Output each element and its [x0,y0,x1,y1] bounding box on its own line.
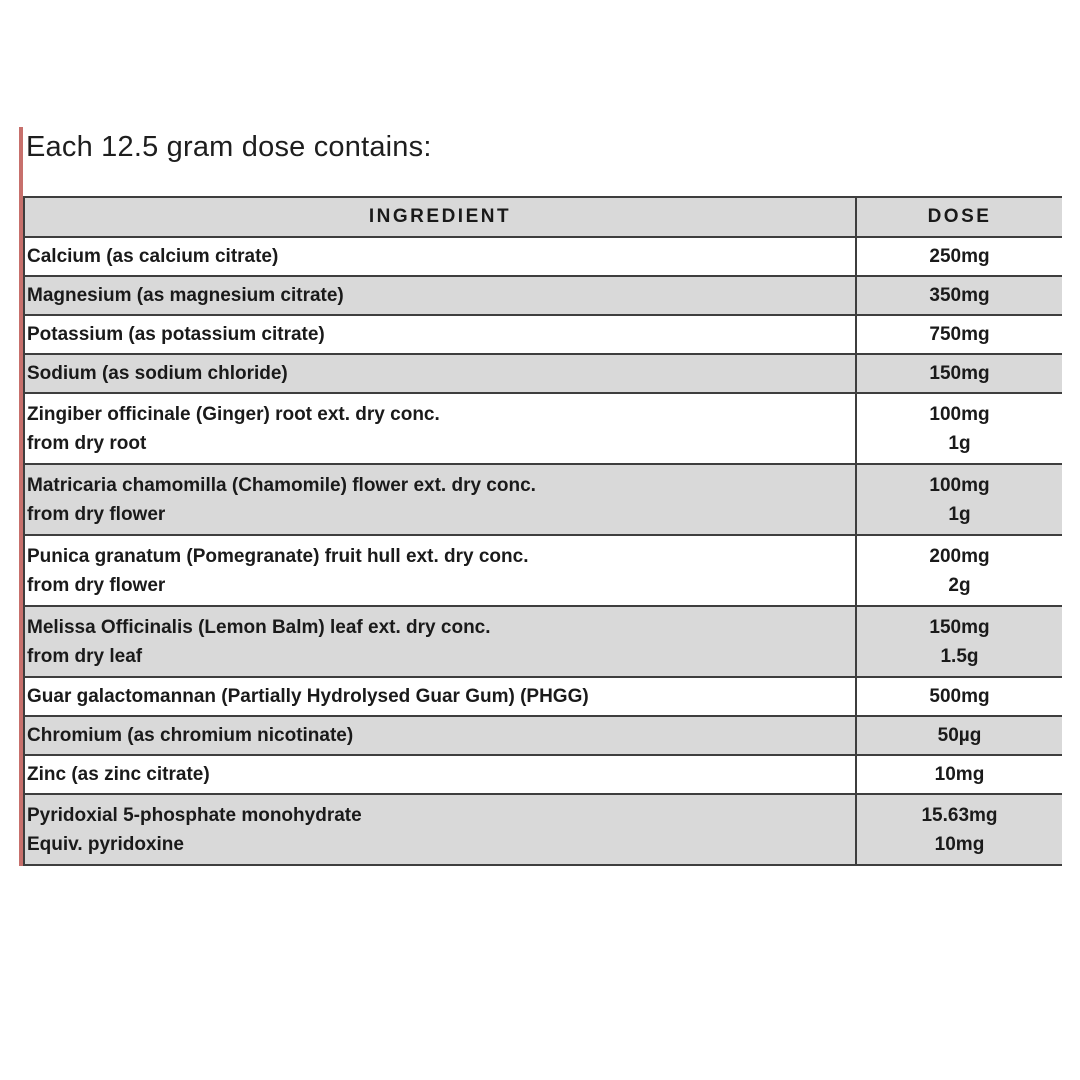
header-dose: DOSE [856,197,1062,237]
ingredient-line: Punica granatum (Pomegranate) fruit hull ext. dry conc. [27,545,529,567]
ingredient-line: Guar galactomannan (Partially Hydrolysed Guar Gum) (PHGG) [27,686,589,707]
dose-line: 100mg [929,474,990,496]
table-row-pomegranate [24,535,1062,606]
dose-cell [856,716,1062,755]
header-row [24,197,1062,237]
ingredient-cell [24,464,856,535]
ingredient-line: Pyridoxial 5-phosphate monohydrate [27,804,362,826]
dose-line: 10mg [934,833,985,855]
ingredient-line: from dry flower [27,503,166,525]
ingredient-cell [24,677,856,716]
table-row-sodium [24,354,1062,393]
table-row-lemon-balm [24,606,1062,677]
table-row-potassium [24,315,1062,354]
dose-cell [856,276,1062,315]
ingredient-line: Magnesium (as magnesium citrate) [27,285,344,306]
ingredient-line: from dry root [27,432,147,454]
table-row-chromium [24,716,1062,755]
dose-cell [856,535,1062,606]
ingredients-table-container [23,196,1062,866]
dose-line: 2g [948,574,971,596]
dose-line: 500mg [929,686,990,707]
dose-line: 150mg [929,363,990,384]
ingredient-cell [24,393,856,464]
dose-cell [856,237,1062,276]
page-title: Each 12.5 gram dose contains: [26,131,432,163]
ingredient-line: Matricaria chamomilla (Chamomile) flower ext. dry conc. [27,474,536,496]
table-row-ginger [24,393,1062,464]
table-row-magnesium [24,276,1062,315]
ingredient-cell [24,535,856,606]
ingredient-cell [24,315,856,354]
dose-cell [856,794,1062,865]
ingredients-table [23,196,1062,866]
dose-line: 150mg [929,616,990,638]
ingredient-cell [24,716,856,755]
ingredient-cell [24,794,856,865]
ingredient-line: Chromium (as chromium nicotinate) [27,725,354,746]
ingredient-line: from dry leaf [27,645,143,667]
dose-cell [856,755,1062,794]
table-header [24,197,1062,237]
ingredient-line: from dry flower [27,574,166,596]
ingredient-line: Potassium (as potassium citrate) [27,324,325,345]
ingredient-cell [24,276,856,315]
table-row-guar-gum [24,677,1062,716]
dose-line: 10mg [934,764,985,785]
dose-line: 100mg [929,403,990,425]
dose-line: 750mg [929,324,990,345]
table-row-chamomile [24,464,1062,535]
dose-line: 15.63mg [921,804,998,826]
dose-cell [856,393,1062,464]
header-ingredient: INGREDIENT [24,197,856,237]
dose-line: 1.5g [940,645,979,667]
dose-cell [856,606,1062,677]
ingredient-line: Zinc (as zinc citrate) [27,764,210,785]
dose-line: 200mg [929,545,990,567]
dose-line: 350mg [929,285,990,306]
ingredient-line: Equiv. pyridoxine [27,833,184,855]
dose-line: 1g [948,432,971,454]
dose-cell [856,464,1062,535]
ingredient-line: Calcium (as calcium citrate) [27,246,279,267]
ingredient-line: Zingiber officinale (Ginger) root ext. dry conc. [27,403,440,425]
ingredient-line: Melissa Officinalis (Lemon Balm) leaf ext. dry conc. [27,616,491,638]
ingredient-cell [24,755,856,794]
dose-cell [856,315,1062,354]
table-row-zinc [24,755,1062,794]
dose-cell [856,677,1062,716]
ingredient-cell [24,237,856,276]
table-row-pyridoxial [24,794,1062,865]
ingredient-cell [24,606,856,677]
dose-line: 50µg [937,725,982,746]
dose-line: 1g [948,503,971,525]
ingredient-line: Sodium (as sodium chloride) [27,363,288,384]
dose-line: 250mg [929,246,990,267]
ingredient-cell [24,354,856,393]
table-row-calcium [24,237,1062,276]
dose-cell [856,354,1062,393]
